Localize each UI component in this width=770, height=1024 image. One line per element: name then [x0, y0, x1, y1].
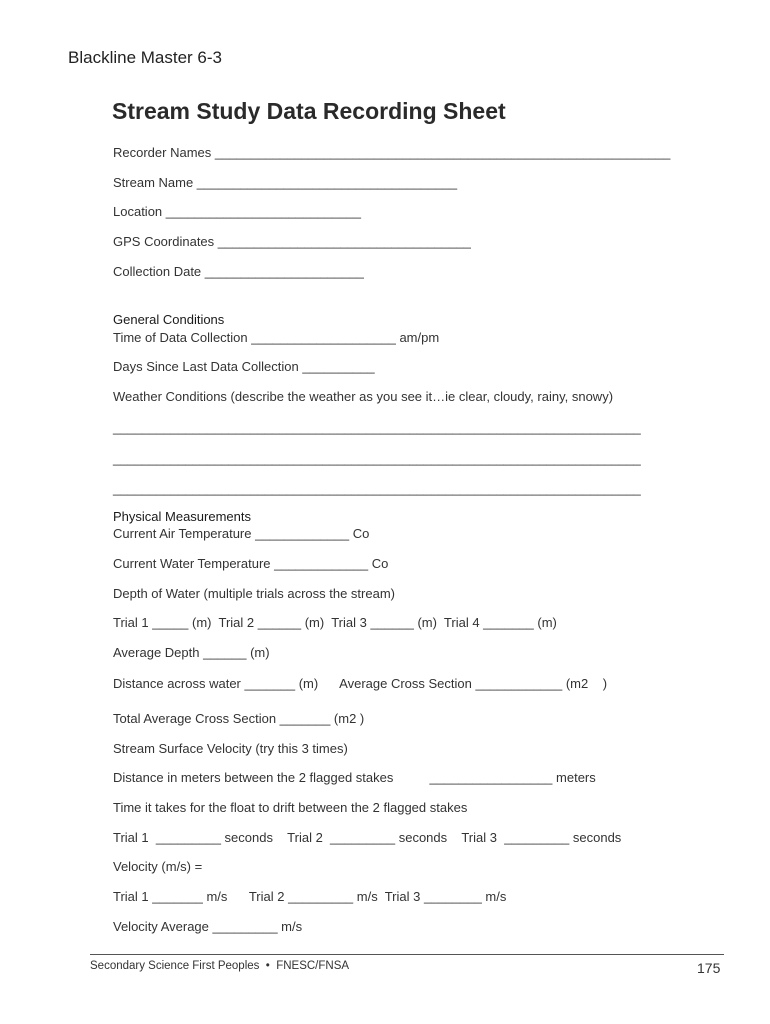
gps-coordinates-field: GPS Coordinates ___________________________________ — [113, 234, 471, 249]
depth-trials-field: Trial 1 _____ (m) Trial 2 ______ (m) Trial 3 ______ (m) Trial 4 _______ (m) — [113, 615, 557, 630]
blackline-master-label: Blackline Master 6-3 — [68, 48, 223, 67]
general-conditions-heading: General Conditions — [113, 312, 225, 327]
weather-blank-line-1: _________________________________________________________________________ — [113, 420, 641, 435]
surface-velocity-prompt: Stream Surface Velocity (try this 3 times) — [113, 741, 348, 756]
footer-rule — [90, 954, 724, 955]
air-temperature-field: Current Air Temperature _____________ Co — [113, 526, 370, 541]
weather-blank-line-2: _________________________________________________________________________ — [113, 451, 641, 466]
depth-of-water-prompt: Depth of Water (multiple trials across the stream) — [113, 586, 395, 601]
time-trials-field: Trial 1 _________ seconds Trial 2 _________ seconds Trial 3 _________ seconds — [113, 830, 622, 845]
water-temperature-field: Current Water Temperature _____________ Co — [113, 556, 389, 571]
velocity-average-field: Velocity Average _________ m/s — [113, 919, 303, 934]
velocity-trials-field: Trial 1 _______ m/s Trial 2 _________ m/s Trial 3 ________ m/s — [113, 889, 507, 904]
stream-name-field: Stream Name ____________________________________ — [113, 175, 458, 190]
weather-conditions-prompt: Weather Conditions (describe the weather as you see it…ie clear, cloudy, rainy, snowy) — [113, 389, 614, 404]
location-field: Location ___________________________ — [113, 204, 361, 219]
recorder-names-field: Recorder Names _______________________________________________________________ — [113, 145, 671, 160]
physical-measurements-heading: Physical Measurements — [113, 509, 251, 524]
average-depth-field: Average Depth ______ (m) — [113, 645, 270, 660]
time-of-collection-field: Time of Data Collection ____________________ am/pm — [113, 330, 440, 345]
distance-cross-section-field: Distance across water _______ (m) Average Cross Section ____________ (m2 ) — [113, 676, 608, 691]
page-number: 175 — [697, 960, 721, 976]
days-since-collection-field: Days Since Last Data Collection __________ — [113, 359, 375, 374]
total-cross-section-field: Total Average Cross Section _______ (m2 ) — [113, 711, 365, 726]
footer-source: Secondary Science First Peoples • FNESC/FNSA — [90, 960, 350, 972]
weather-blank-line-3: _________________________________________________________________________ — [113, 481, 641, 496]
float-time-prompt: Time it takes for the float to drift between the 2 flagged stakes — [113, 800, 468, 815]
page-title: Stream Study Data Recording Sheet — [112, 98, 506, 124]
flagged-stakes-distance-field: Distance in meters between the 2 flagged stakes _________________ meters — [113, 770, 596, 785]
collection-date-field: Collection Date ______________________ — [113, 264, 364, 279]
velocity-label: Velocity (m/s) = — [113, 859, 203, 874]
